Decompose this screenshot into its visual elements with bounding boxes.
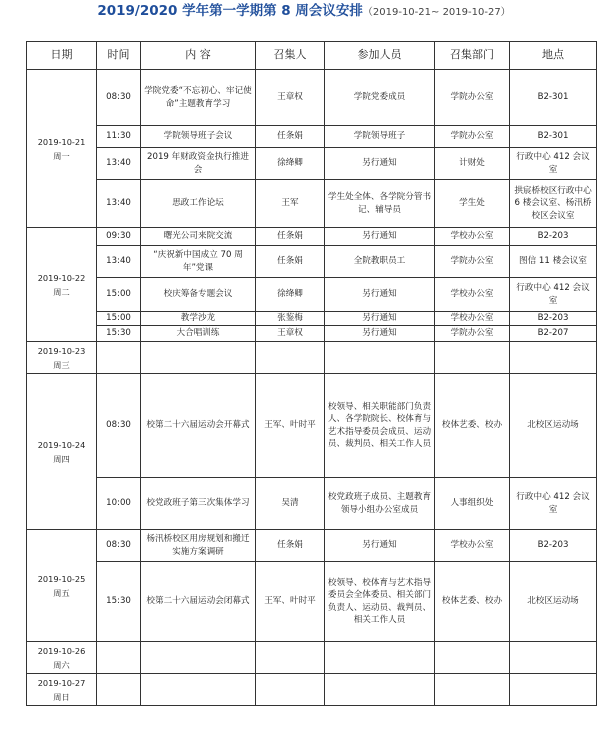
- date-cell: [27, 530, 97, 642]
- convener-cell: [256, 642, 325, 674]
- location-cell: 图信 11 楼会议室: [510, 246, 597, 278]
- participants-cell: 校领导、相关职能部门负责人、各学院院长、校体育与艺术指导委员会成员、运动员、裁判员、相关工作人员: [325, 374, 435, 478]
- date-cell: [27, 70, 97, 228]
- date-text: 2019-10-23: [37, 345, 86, 356]
- content-cell: 校第二十六届运动会闭幕式: [141, 562, 256, 642]
- location-cell: B2-203: [510, 530, 597, 562]
- dept-cell: 学校办公室: [435, 228, 510, 246]
- content-cell: 2019 年财政资金执行推进会: [141, 148, 256, 180]
- participants-cell: 另行通知: [325, 278, 435, 312]
- time-cell: 08:30: [97, 530, 141, 562]
- table-row: [27, 326, 597, 342]
- header-content: 内 容: [141, 42, 256, 70]
- date-text: 2019-10-24: [37, 439, 86, 450]
- dept-cell: [435, 674, 510, 706]
- dept-cell: 学院办公室: [435, 126, 510, 148]
- convener-cell: 徐绛卿: [256, 148, 325, 180]
- participants-cell: 另行通知: [325, 228, 435, 246]
- header-dept: 召集部门: [435, 42, 510, 70]
- content-cell: 校第二十六届运动会开幕式: [141, 374, 256, 478]
- weekday-text: 周一: [53, 150, 70, 161]
- date-cell: [27, 674, 97, 706]
- date-text: 2019-10-21: [37, 136, 86, 147]
- weekday-text: 周五: [53, 587, 70, 598]
- header-participants: 参加人员: [325, 42, 435, 70]
- participants-cell: 校领导、校体育与艺术指导委员会全体委员、相关部门负责人、运动员、裁判员、相关工作人员: [325, 562, 435, 642]
- convener-cell: 王军、叶时平: [256, 562, 325, 642]
- date-text: 2019-10-22: [37, 272, 86, 283]
- dept-cell: 学院办公室: [435, 70, 510, 126]
- content-cell: 杨汛桥校区用房规划和搬迁实施方案调研: [141, 530, 256, 562]
- convener-cell: 任条娟: [256, 246, 325, 278]
- convener-cell: 王军、叶时平: [256, 374, 325, 478]
- table-row: [27, 530, 597, 562]
- page-title: [0, 1, 608, 22]
- content-cell: 校庆筹备专题会议: [141, 278, 256, 312]
- time-cell: 13:40: [97, 180, 141, 228]
- table-row: [27, 674, 597, 706]
- date-text: 2019-10-25: [37, 573, 86, 584]
- date-text: 2019-10-26: [37, 645, 86, 656]
- convener-cell: 任条娟: [256, 126, 325, 148]
- content-cell: [141, 674, 256, 706]
- location-cell: [510, 642, 597, 674]
- dept-cell: 计财处: [435, 148, 510, 180]
- content-cell: [141, 642, 256, 674]
- location-cell: B2-203: [510, 228, 597, 246]
- dept-cell: 校体艺委、校办: [435, 374, 510, 478]
- convener-cell: [256, 674, 325, 706]
- convener-cell: 张鉴梅: [256, 312, 325, 326]
- location-cell: 行政中心 412 会议室: [510, 278, 597, 312]
- dept-cell: 学院办公室: [435, 246, 510, 278]
- convener-cell: 王章权: [256, 326, 325, 342]
- schedule-table: [26, 41, 597, 706]
- table-row: [27, 70, 597, 126]
- table-row: [27, 180, 597, 228]
- weekday-text: 周四: [53, 453, 70, 464]
- table-row: [27, 312, 597, 326]
- location-cell: 行政中心 412 会议室: [510, 148, 597, 180]
- convener-cell: 任条娟: [256, 530, 325, 562]
- content-cell: 曙光公司来院交流: [141, 228, 256, 246]
- participants-cell: 另行通知: [325, 530, 435, 562]
- header-date: 日期: [27, 42, 97, 70]
- date-cell: [27, 228, 97, 342]
- participants-cell: 另行通知: [325, 326, 435, 342]
- participants-cell: [325, 674, 435, 706]
- dept-cell: [435, 342, 510, 374]
- date-cell: [27, 374, 97, 530]
- dept-cell: 人事组织处: [435, 478, 510, 530]
- content-cell: “庆祝新中国成立 70 周年”党课: [141, 246, 256, 278]
- time-cell: [97, 674, 141, 706]
- dept-cell: 学校办公室: [435, 312, 510, 326]
- convener-cell: 王军: [256, 180, 325, 228]
- location-cell: [510, 674, 597, 706]
- location-cell: 北校区运动场: [510, 374, 597, 478]
- content-cell: 学院领导班子会议: [141, 126, 256, 148]
- header-location: 地点: [510, 42, 597, 70]
- participants-cell: 学院党委成员: [325, 70, 435, 126]
- table-row: [27, 126, 597, 148]
- time-cell: 08:30: [97, 374, 141, 478]
- location-cell: 拱宸桥校区行政中心 6 楼会议室、杨汛桥校区会议室: [510, 180, 597, 228]
- location-cell: B2-207: [510, 326, 597, 342]
- title-main: 2019/2020 学年第一学期第 8 周会议安排: [97, 3, 363, 19]
- table-row: [27, 342, 597, 374]
- participants-cell: 学院领导班子: [325, 126, 435, 148]
- time-cell: 15:00: [97, 312, 141, 326]
- content-cell: 学院党委“不忘初心、牢记使命”主题教育学习: [141, 70, 256, 126]
- dept-cell: 学生处: [435, 180, 510, 228]
- time-cell: 15:30: [97, 326, 141, 342]
- table-row: [27, 478, 597, 530]
- weekday-text: 周日: [53, 691, 70, 702]
- dept-cell: 校体艺委、校办: [435, 562, 510, 642]
- participants-cell: 学生处全体、各学院分管书记、辅导员: [325, 180, 435, 228]
- table-row: [27, 278, 597, 312]
- dept-cell: 学校办公室: [435, 278, 510, 312]
- location-cell: 行政中心 412 会议室: [510, 478, 597, 530]
- table-row: [27, 374, 597, 478]
- title-date-range: （2019-10-21~ 2019-10-27）: [362, 7, 511, 18]
- participants-cell: 另行通知: [325, 148, 435, 180]
- weekday-text: 周六: [53, 659, 70, 670]
- dept-cell: 学校办公室: [435, 530, 510, 562]
- content-cell: 大合唱训练: [141, 326, 256, 342]
- time-cell: 11:30: [97, 126, 141, 148]
- table-row: [27, 246, 597, 278]
- convener-cell: 任条娟: [256, 228, 325, 246]
- location-cell: B2-203: [510, 312, 597, 326]
- weekday-text: 周三: [53, 359, 70, 370]
- location-cell: [510, 342, 597, 374]
- participants-cell: 校党政班子成员、主题教育领导小组办公室成员: [325, 478, 435, 530]
- time-cell: 15:30: [97, 562, 141, 642]
- location-cell: B2-301: [510, 70, 597, 126]
- convener-cell: 徐绛卿: [256, 278, 325, 312]
- date-text: 2019-10-27: [37, 677, 86, 688]
- header-time: 时间: [97, 42, 141, 70]
- participants-cell: 另行通知: [325, 312, 435, 326]
- time-cell: 15:00: [97, 278, 141, 312]
- time-cell: [97, 342, 141, 374]
- table-row: [27, 642, 597, 674]
- location-cell: 北校区运动场: [510, 562, 597, 642]
- time-cell: 08:30: [97, 70, 141, 126]
- convener-cell: [256, 342, 325, 374]
- dept-cell: 学院办公室: [435, 326, 510, 342]
- convener-cell: 王章权: [256, 70, 325, 126]
- date-cell: [27, 342, 97, 374]
- content-cell: 校党政班子第三次集体学习: [141, 478, 256, 530]
- convener-cell: 吴清: [256, 478, 325, 530]
- participants-cell: [325, 342, 435, 374]
- content-cell: 教学沙龙: [141, 312, 256, 326]
- participants-cell: 全院教职员工: [325, 246, 435, 278]
- time-cell: 10:00: [97, 478, 141, 530]
- location-cell: B2-301: [510, 126, 597, 148]
- weekday-text: 周二: [53, 286, 70, 297]
- table-row: [27, 148, 597, 180]
- time-cell: 13:40: [97, 148, 141, 180]
- header-row: [27, 42, 597, 70]
- table-row: [27, 228, 597, 246]
- participants-cell: [325, 642, 435, 674]
- table-row: [27, 562, 597, 642]
- content-cell: 思政工作论坛: [141, 180, 256, 228]
- time-cell: [97, 642, 141, 674]
- dept-cell: [435, 642, 510, 674]
- content-cell: [141, 342, 256, 374]
- header-convener: 召集人: [256, 42, 325, 70]
- time-cell: 13:40: [97, 246, 141, 278]
- time-cell: 09:30: [97, 228, 141, 246]
- date-cell: [27, 642, 97, 674]
